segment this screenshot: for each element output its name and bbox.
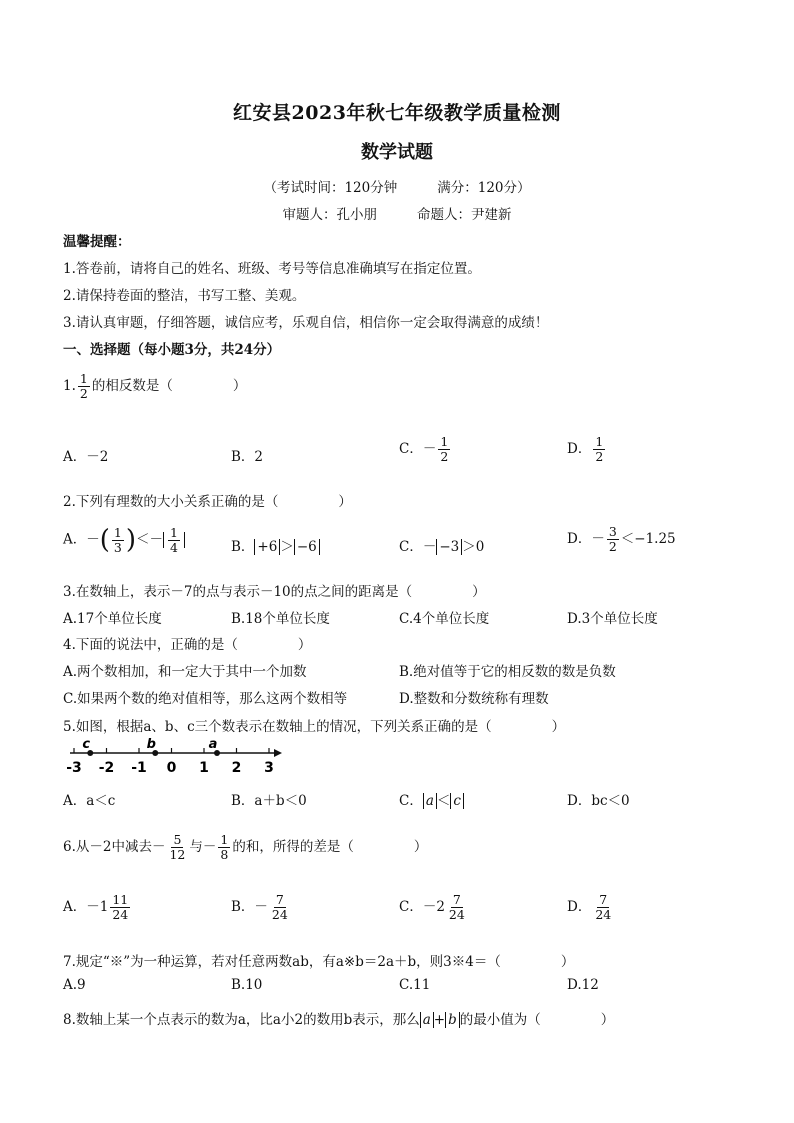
option-c: C． a ＜ c [399,789,464,809]
option-d: D．bc＜0 [567,793,630,809]
option-a: A.两个数相加，和一定大于其中一个加数 [63,664,307,680]
exam-title: 红安县2023年秋七年级教学质量检测 [233,102,561,124]
option-a: A．a＜c [63,793,116,809]
exam-info-line [0,176,794,196]
question-number: 1. [63,378,76,394]
option-b: B.10 [231,977,263,993]
exam-reviewer: 审题人：孔小朋 [282,207,377,223]
number-line-tick-label: 1 [199,760,209,776]
question-8: 8.数轴上某一个点表示的数为a，比a小2的数用b表示，那么 a + b 的最小值为（ ） [63,1012,615,1028]
number-line-tick-label: 2 [231,760,242,776]
option-a: A.17个单位长度 [63,611,162,627]
exam-time: （考试时间：120分钟 [263,180,398,196]
question-text: 7.规定“※”为一种运算，若对任意两数ab，有a※b＝2a＋b，则3※4＝（ [63,954,501,970]
option-c: C．－ $\frac{1}{2}$ [399,434,449,464]
reminder-item: 3.请认真审题，仔细答题，诚信应考，乐观自信，相信你一定会取得满意的成绩！ [63,315,549,331]
option-b: B．a＋b＜0 [231,793,307,809]
question-text: 5.如图，根据a、b、c三个数表示在数轴上的情况，下列关系正确的是（ [63,719,492,735]
option-b: B． +6 ＞ −6 [231,535,320,555]
option-d: D． $\frac{7}{24}$ [567,892,612,922]
option-a: A．－2 [63,449,109,465]
question-7: 7.规定“※”为一种运算，若对任意两数ab，有a※b＝2a＋b，则3※4＝（ ） [63,954,575,970]
question-text: 2.下列有理数的大小关系正确的是（ [63,494,279,510]
number-line-tick-label: -3 [66,760,82,776]
number-line-arrow [274,749,282,757]
exam-author: 命题人：尹建新 [417,207,512,223]
number-line-tick-label: -1 [131,760,147,776]
question-2: 2.下列有理数的大小关系正确的是（ ） [63,494,352,510]
question-4: 4.下面的说法中，正确的是（ ） [63,637,312,653]
option-b: B．－ $\frac{7}{24}$ [231,892,288,922]
question-text: 4.下面的说法中，正确的是（ [63,637,238,653]
number-line-point-label: c [82,738,91,752]
option-a: A.9 [63,977,86,993]
option-b: B.绝对值等于它的相反数的数是负数 [399,664,616,680]
option-a: A．－1 $\frac{11}{24}$ [63,892,129,922]
question-1: 1. $\frac{1}{2}$ 的相反数是（ ） [63,371,247,401]
number-line-tick-label: 0 [166,760,177,776]
question-text: 3.在数轴上，表示－7的点与表示－10的点之间的距离是（ [63,584,413,600]
number-line-tick-label: 3 [264,760,274,776]
section-heading: 一、选择题（每小题3分，共24分） [63,342,281,358]
option-c: C.11 [399,977,431,993]
option-c: C.如果两个数的绝对值相等，那么这两个数相等 [63,691,348,707]
option-b: B．2 [231,449,264,465]
question-6: 6.从－2中减去－ $\frac{5}{12}$ 与－ $\frac{1}{8}$ 的和，所得的差是（ ） [63,832,428,862]
option-c: C．－ −3 ＞0 [399,539,485,555]
option-c: C.4个单位长度 [399,611,490,627]
exam-subtitle: 数学试题 [361,142,433,163]
exam-score: 满分：120分） [437,180,531,196]
fraction: $\frac{1}{2}$ [79,371,88,401]
option-d: D.整数和分数统称有理数 [399,691,549,707]
option-a: A．－( $\frac{1}{3}$ )＜－ $\frac{1}{4}$ [63,525,185,555]
number-line-point-label: a [208,738,218,752]
exam-staff-line [0,203,794,223]
option-b: B.18个单位长度 [231,611,330,627]
reminder-item: 2.请保持卷面的整洁，书写工整、美观。 [63,288,306,304]
reminder-item: 1.答卷前，请将自己的姓名、班级、考号等信息准确填写在指定位置。 [63,261,481,277]
reminder-heading: 温馨提醒： [63,234,131,250]
number-line-point-label: b [146,738,156,752]
option-d: D.3个单位长度 [567,611,658,627]
option-d: D.12 [567,977,599,993]
number-line-figure [60,738,290,776]
question-text: 的相反数是（ [91,378,173,394]
option-d: D．－ $\frac{3}{2}$ ＜−1.25 [567,524,676,554]
option-c: C．－2 $\frac{7}{24}$ [399,892,465,922]
number-line-tick-label: -2 [98,760,115,776]
question-5: 5.如图，根据a、b、c三个数表示在数轴上的情况，下列关系正确的是（ ） [63,719,566,735]
question-3: 3.在数轴上，表示－7的点与表示－10的点之间的距离是（ ） [63,584,486,600]
option-d: D． $\frac{1}{2}$ [567,434,604,464]
